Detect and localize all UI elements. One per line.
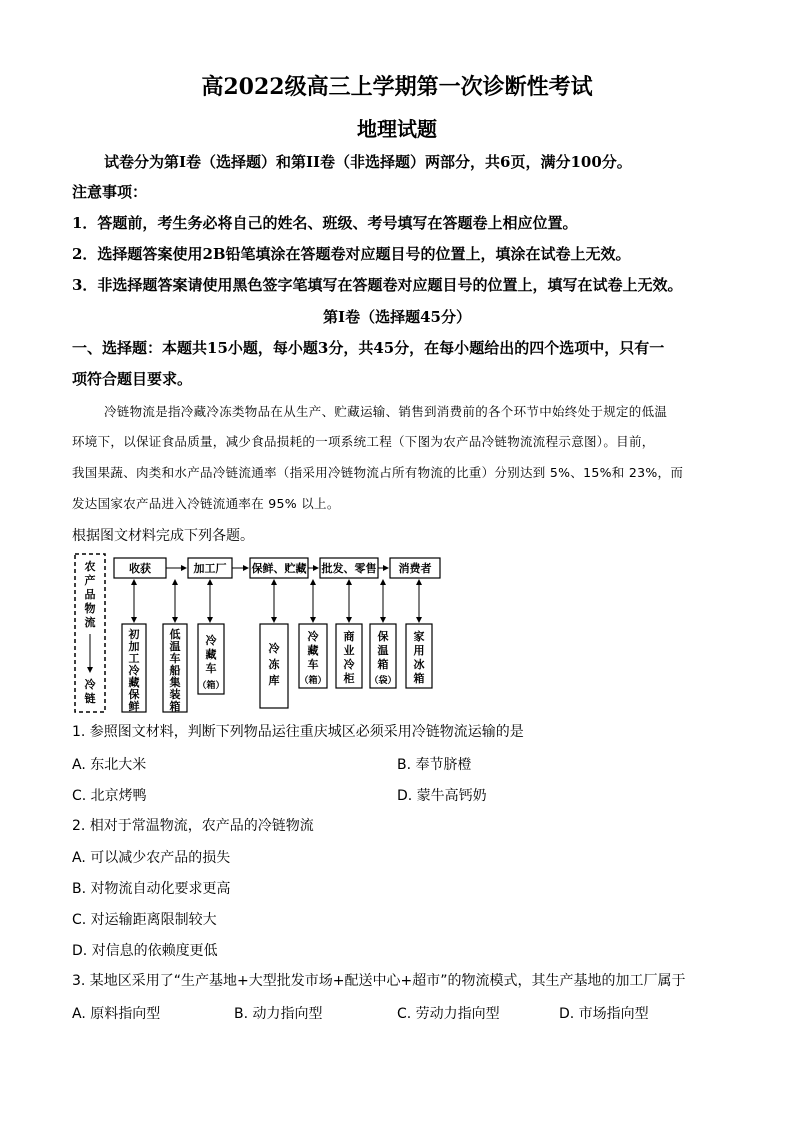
facility-char: 藏	[128, 676, 140, 689]
facility-char: （袋）	[369, 676, 397, 686]
question-2-option-c[interactable]: C. 对运输距离限制较大	[72, 912, 217, 928]
passage-line-4: 发达国家农产品进入冷链流通率在 95% 以上。	[72, 496, 340, 511]
section-instruction-2: 项符合题目要求。	[72, 370, 193, 388]
facility-char: （箱）	[299, 676, 327, 686]
part1-heading: 第I卷（选择题45分）	[323, 308, 471, 326]
facility-char: 用	[413, 644, 425, 657]
facility-char: 冷	[343, 658, 355, 671]
question-3-stem: 3. 某地区采用了“生产基地+大型批发市场+配送中心+超市”的物流模式，其生产基地的加工厂属于	[72, 973, 686, 989]
facility-char: 保	[377, 630, 389, 643]
facility-char: 温	[169, 640, 181, 653]
side-char: 物	[84, 602, 96, 615]
side-label-top	[85, 559, 96, 629]
facility-char: 低	[169, 628, 181, 641]
question-1-option-a[interactable]: A. 东北大米	[72, 757, 147, 773]
facility-char: 冷	[268, 642, 280, 655]
facility-char: 冷	[128, 664, 140, 677]
facility-char: 初	[128, 628, 140, 641]
stage-label: 收获	[129, 562, 151, 575]
facility-char: 车	[307, 658, 319, 671]
notice-1: 1．答题前，考生务必将自己的姓名、班级、考号填写在答题卷上相应位置。	[72, 214, 578, 232]
facility-char: 保	[128, 688, 140, 701]
question-1-option-b[interactable]: B. 奉节脐橙	[397, 757, 472, 773]
question-2-option-d[interactable]: D. 对信息的依赖度更低	[72, 943, 218, 959]
stage-label: 保鲜、贮藏	[251, 562, 307, 575]
section-instruction-1: 一、选择题：本题共15小题，每小题3分，共45分，在每小题给出的四个选项中，只有一	[72, 339, 665, 357]
question-2-stem: 2. 相对于常温物流，农产品的冷链物流	[72, 818, 314, 834]
side-char: 产	[84, 574, 96, 587]
side-char: 流	[84, 616, 96, 629]
facility-char: 箱	[377, 658, 389, 671]
facility-char: 藏	[307, 644, 319, 657]
side-char: 品	[84, 588, 96, 601]
facility-labels	[128, 627, 425, 713]
facility-char: 库	[268, 674, 280, 687]
subject-title: 地理试题	[357, 117, 437, 141]
passage-line-3: 我国果蔬、肉类和水产品冷链流通率（指采用冷链物流占所有物流的比重）分别达到 5%、15%和 23%，而	[72, 465, 684, 480]
facility-char: 车	[169, 652, 181, 665]
question-1-option-c[interactable]: C. 北京烤鸭	[72, 788, 147, 804]
stage-boxes	[114, 558, 440, 578]
facility-char: 箱	[169, 700, 181, 713]
facility-char: 藏	[205, 648, 217, 661]
question-3-option-b[interactable]: B. 动力指向型	[234, 1006, 323, 1022]
facility-char: 冷	[307, 630, 319, 643]
facility-char: 加	[128, 640, 140, 653]
facility-char: 鲜	[128, 700, 140, 713]
question-3-option-d[interactable]: D. 市场指向型	[559, 1006, 649, 1022]
question-3-option-a[interactable]: A. 原料指向型	[72, 1006, 161, 1022]
cold-chain-diagram	[72, 548, 452, 718]
question-1-stem: 1. 参照图文材料，判断下列物品运往重庆城区必须采用冷链物流运输的是	[72, 724, 524, 740]
facility-char: 家	[413, 630, 425, 643]
side-char: 冷	[84, 678, 96, 691]
facility-char: 柜	[343, 672, 355, 685]
facility-char: 集	[169, 676, 181, 689]
facility-char: 装	[169, 688, 181, 701]
stage-label: 加工厂	[193, 562, 227, 575]
facility-char: 船	[169, 664, 181, 677]
side-label-bottom	[85, 677, 97, 705]
question-2-option-a[interactable]: A. 可以减少农产品的损失	[72, 850, 231, 866]
facility-arrows	[134, 580, 419, 622]
stage-label: 批发、零售	[321, 562, 377, 575]
question-3-option-c[interactable]: C. 劳动力指向型	[397, 1006, 500, 1022]
facility-char: 业	[343, 644, 355, 657]
facility-char: （箱）	[197, 681, 225, 691]
facility-char: 温	[377, 644, 389, 657]
facility-char: 车	[205, 662, 217, 675]
side-char: 链	[84, 692, 96, 705]
notice-3: 3．非选择题答案请使用黑色签字笔填写在答题卷对应题目号的位置上，填写在试卷上无效。	[72, 276, 683, 294]
exam-title: 高2022级高三上学期第一次诊断性考试	[201, 74, 593, 100]
question-2-option-b[interactable]: B. 对物流自动化要求更高	[72, 881, 231, 897]
question-1-option-d[interactable]: D. 蒙牛高钙奶	[397, 788, 487, 804]
facility-char: 冰	[413, 658, 425, 671]
facility-char: 箱	[413, 672, 425, 685]
stage-label: 消费者	[398, 562, 432, 575]
facility-char: 冻	[268, 658, 280, 671]
passage-prompt: 根据图文材料完成下列各题。	[72, 528, 254, 544]
side-char: 农	[84, 560, 96, 573]
notice-2: 2．选择题答案使用2B铅笔填涂在答题卷对应题目号的位置上，填涂在试卷上无效。	[72, 245, 631, 263]
facility-char: 冷	[205, 634, 217, 647]
facility-char: 商	[343, 630, 355, 643]
facility-char: 工	[128, 652, 140, 665]
exam-summary: 试卷分为第I卷（选择题）和第II卷（非选择题）两部分，共6页，满分100分。	[104, 153, 632, 171]
passage-line-1: 冷链物流是指冷藏冷冻类物品在从生产、贮藏运输、销售到消费前的各个环节中始终处于规定的低温	[104, 404, 668, 419]
passage-line-2: 环境下，以保证食品质量，减少食品损耗的一项系统工程（下图为农产品冷链物流流程示意图）。目前，	[72, 434, 655, 449]
notice-heading: 注意事项：	[72, 183, 148, 201]
